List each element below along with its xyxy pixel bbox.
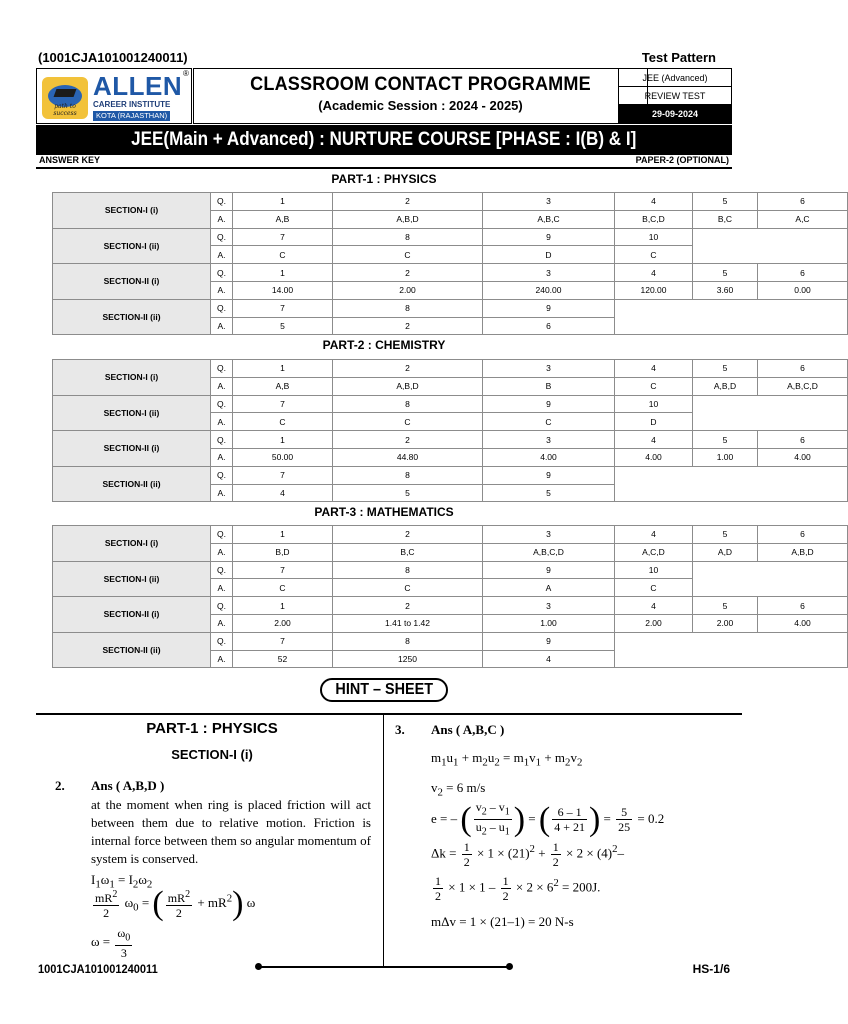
question-number: 7 (233, 395, 333, 413)
answer-value: B,C (693, 210, 758, 228)
section-label: SECTION-I (ii) (53, 395, 211, 431)
q2-equation-2: $\frac{mR^2}{2}$ $\omega_0$ = ( $\frac{mR^2}{2}$ + $mR^2$) ω (95, 885, 256, 922)
test-pattern-label: Test Pattern (641, 50, 716, 65)
question-number: 1 (233, 597, 333, 615)
answer-value: A,B (233, 210, 333, 228)
question-number: 9 (483, 299, 615, 317)
question-number: 4 (615, 526, 693, 544)
question-number: 6 (758, 264, 848, 282)
question-number: 3 (483, 193, 615, 211)
question-number: 8 (333, 395, 483, 413)
answer-value: A,B (233, 377, 333, 395)
answer-value: 6 (483, 317, 615, 335)
answer-value: D (615, 413, 693, 431)
answer-value: 50.00 (233, 448, 333, 466)
section-label: SECTION-I (i) (53, 526, 211, 562)
answer-key-table (52, 192, 848, 335)
answer-value: 1.41 to 1.42 (333, 614, 483, 632)
hint-section-title: SECTION-I (i) (171, 747, 253, 762)
q-label: Q. (211, 526, 233, 544)
empty-cell (693, 228, 848, 264)
section-label: SECTION-I (i) (53, 360, 211, 396)
part-title: PART-1 : PHYSICS (331, 172, 437, 186)
hint-part-title: PART-1 : PHYSICS (146, 720, 278, 737)
question-number: 6 (758, 526, 848, 544)
a-label: A. (211, 246, 233, 264)
q3-equation-4: Δk = $\frac{1}{2}$ × $1 \times (21)^2$ + $\frac{1}{2}$ × $2 \times (4)^2-$ (431, 840, 625, 869)
question-number: 8 (333, 299, 483, 317)
section-label: SECTION-II (i) (53, 597, 211, 633)
question-number: 7 (233, 299, 333, 317)
top-code: (1001CJA101001240011) (38, 50, 188, 65)
a-label: A. (211, 281, 233, 299)
course-banner: JEE(Main + Advanced) : NURTURE COURSE [PHASE : I(B) & I] (36, 125, 732, 155)
footer-code: 1001CJA101001240011 (38, 962, 158, 976)
q-label: Q. (211, 395, 233, 413)
a-label: A. (211, 317, 233, 335)
a-label: A. (211, 614, 233, 632)
question-number: 5 (693, 597, 758, 615)
question-number: 4 (615, 193, 693, 211)
question-number: 5 (693, 526, 758, 544)
programme-box (193, 68, 648, 124)
a-label: A. (211, 377, 233, 395)
paper-label: PAPER-2 (OPTIONAL) (635, 155, 729, 165)
q-label: Q. (211, 360, 233, 378)
question-number: 10 (615, 561, 693, 579)
empty-cell (615, 299, 848, 335)
q2-answer: Ans ( A,B,D ) (91, 778, 165, 793)
q3-equation-2: $v_2 = 6$ m/s (431, 780, 486, 799)
a-label: A. (211, 484, 233, 502)
question-number: 4 (615, 431, 693, 449)
question-number: 3 (483, 360, 615, 378)
answer-value: A,B,C,D (758, 377, 848, 395)
question-number: 7 (233, 632, 333, 650)
answer-value: A,B,C,D (483, 543, 615, 561)
answer-value: A (483, 579, 615, 597)
test-info-box (618, 68, 732, 124)
q2-equation-3: ω = $\frac{\omega_0}{3}$ (91, 926, 131, 961)
question-number: 7 (233, 561, 333, 579)
question-row (53, 360, 848, 378)
footer-line (258, 966, 510, 968)
answer-value: 44.80 (333, 448, 483, 466)
logo-registered-mark: ® (183, 69, 189, 78)
answer-value: B,C,D (615, 210, 693, 228)
answer-value: A,C (758, 210, 848, 228)
answer-value: C (233, 413, 333, 431)
section-label: SECTION-II (i) (53, 264, 211, 300)
answer-value: 4.00 (483, 448, 615, 466)
document-header (36, 68, 732, 124)
answer-value: 0.00 (758, 281, 848, 299)
question-number: 6 (758, 597, 848, 615)
programme-title: CLASSROOM CONTACT PROGRAMME (250, 74, 591, 95)
q2-equation-1: $I_1\omega_1 = I_2\omega_2$ (91, 872, 153, 891)
test-type: REVIEW TEST (619, 87, 731, 105)
question-number: 8 (333, 228, 483, 246)
question-row (53, 526, 848, 544)
q-label: Q. (211, 632, 233, 650)
answer-value: B,D (233, 543, 333, 561)
q3-equation-1: $m_1u_1 + m_2u_2 = m_1v_1 + m_2v_2$ (431, 750, 583, 769)
question-number: 2 (333, 526, 483, 544)
question-row (53, 193, 848, 211)
answer-value: 2.00 (615, 614, 693, 632)
q3-equation-3: e = – ( $\frac{v_2 - v_1}{u_2 - u_1}$ ) = ( $\frac{6 - 1}{4 + 21}$ ) = $\frac{5}{25}$ = 0.2 (431, 800, 665, 838)
question-number: 3 (483, 597, 615, 615)
answer-value: 5 (233, 317, 333, 335)
section-label: SECTION-I (ii) (53, 561, 211, 597)
question-number: 7 (233, 228, 333, 246)
question-number: 10 (615, 228, 693, 246)
answer-value: B,C (333, 543, 483, 561)
q3-equation-6: mΔv = 1 × (21–1) = 20 N-s (431, 914, 574, 929)
answer-key-table (52, 359, 848, 502)
question-number: 1 (233, 526, 333, 544)
q2-number: 2. (55, 778, 65, 793)
question-row (53, 264, 848, 282)
answer-value: 5 (483, 484, 615, 502)
answer-value: 5 (333, 484, 483, 502)
q-label: Q. (211, 299, 233, 317)
answer-value: A,D (693, 543, 758, 561)
answer-value: 2 (333, 317, 483, 335)
section-label: SECTION-I (i) (53, 193, 211, 229)
answer-value: C (233, 246, 333, 264)
question-number: 6 (758, 431, 848, 449)
hint-divider (36, 713, 742, 715)
logo-name: ALLEN (93, 71, 183, 101)
question-number: 9 (483, 466, 615, 484)
question-number: 5 (693, 264, 758, 282)
question-number: 9 (483, 228, 615, 246)
question-number: 1 (233, 264, 333, 282)
q-label: Q. (211, 597, 233, 615)
answer-key-bar (36, 155, 732, 169)
q-label: Q. (211, 431, 233, 449)
answer-value: 52 (233, 650, 333, 668)
a-label: A. (211, 448, 233, 466)
a-label: A. (211, 413, 233, 431)
question-number: 2 (333, 360, 483, 378)
answer-value: 4.00 (758, 448, 848, 466)
section-label: SECTION-I (ii) (53, 228, 211, 264)
question-number: 1 (233, 193, 333, 211)
question-row (53, 466, 848, 484)
answer-value: C (615, 579, 693, 597)
question-number: 8 (333, 561, 483, 579)
question-row (53, 299, 848, 317)
answer-value: 4 (233, 484, 333, 502)
answer-value: 4 (483, 650, 615, 668)
empty-cell (615, 632, 848, 668)
answer-value: 1250 (333, 650, 483, 668)
q3-equation-5: $\frac{1}{2}$ × 1 × 1 – $\frac{1}{2}$ × $2 \times 6^2 = 200J$. (435, 874, 601, 903)
hint-sheet-heading: HINT – SHEET (0, 678, 768, 702)
q-label: Q. (211, 264, 233, 282)
question-number: 6 (758, 360, 848, 378)
question-number: 5 (693, 431, 758, 449)
question-number: 2 (333, 193, 483, 211)
question-number: 6 (758, 193, 848, 211)
question-row (53, 632, 848, 650)
q3-number: 3. (395, 722, 405, 737)
question-number: 4 (615, 597, 693, 615)
answer-value: 1.00 (693, 448, 758, 466)
a-label: A. (211, 543, 233, 561)
question-row (53, 395, 848, 413)
a-label: A. (211, 650, 233, 668)
answer-value: 2.00 (333, 281, 483, 299)
question-number: 4 (615, 360, 693, 378)
question-number: 8 (333, 466, 483, 484)
page-number: HS-1/6 (692, 962, 730, 976)
empty-cell (615, 466, 848, 502)
question-number: 2 (333, 597, 483, 615)
question-row (53, 561, 848, 579)
empty-cell (693, 395, 848, 431)
answer-value: A,C,D (615, 543, 693, 561)
answer-value: 1.00 (483, 614, 615, 632)
question-number: 10 (615, 395, 693, 413)
q-label: Q. (211, 228, 233, 246)
column-divider (383, 714, 384, 966)
question-number: 9 (483, 632, 615, 650)
answer-value: C (483, 413, 615, 431)
answer-value: 120.00 (615, 281, 693, 299)
section-label: SECTION-II (ii) (53, 466, 211, 502)
question-number: 2 (333, 264, 483, 282)
a-label: A. (211, 579, 233, 597)
question-number: 2 (333, 431, 483, 449)
allen-logo (36, 68, 192, 124)
answer-value: C (333, 246, 483, 264)
logo-emblem-icon: path to success (42, 77, 88, 119)
question-number: 1 (233, 360, 333, 378)
question-number: 5 (693, 193, 758, 211)
answer-value: D (483, 246, 615, 264)
part-title: PART-3 : MATHEMATICS (314, 505, 454, 519)
question-row (53, 228, 848, 246)
question-number: 7 (233, 466, 333, 484)
q-label: Q. (211, 193, 233, 211)
academic-session: (Academic Session : 2024 - 2025) (318, 98, 523, 113)
answer-key-label: ANSWER KEY (39, 155, 101, 165)
answer-value: A,B,D (333, 377, 483, 395)
section-label: SECTION-II (ii) (53, 632, 211, 668)
q2-explanation: at the moment when ring is placed friction will act between them due to relative motion. Friction is internal force between them so angular momentum of system is conserved. (91, 797, 371, 866)
question-number: 3 (483, 526, 615, 544)
answer-value: C (233, 579, 333, 597)
question-number: 4 (615, 264, 693, 282)
test-date: 29-09-2024 (619, 105, 731, 123)
question-number: 1 (233, 431, 333, 449)
answer-value: C (333, 579, 483, 597)
answer-value: A,B,C (483, 210, 615, 228)
part-title: PART-2 : CHEMISTRY (322, 338, 446, 352)
q3-answer: Ans ( A,B,C ) (431, 722, 505, 737)
question-number: 5 (693, 360, 758, 378)
answer-value: C (615, 377, 693, 395)
answer-value: 4.00 (615, 448, 693, 466)
question-number: 9 (483, 561, 615, 579)
empty-cell (693, 561, 848, 597)
a-label: A. (211, 210, 233, 228)
answer-value: B (483, 377, 615, 395)
answer-key-table (52, 525, 848, 668)
section-label: SECTION-II (i) (53, 431, 211, 467)
logo-city: KOTA (RAJASTHAN) (93, 111, 170, 121)
question-number: 9 (483, 395, 615, 413)
answer-value: 2.00 (233, 614, 333, 632)
question-row (53, 597, 848, 615)
answer-value: C (615, 246, 693, 264)
footer-dot-right-icon (506, 963, 513, 970)
logo-subtitle: CAREER INSTITUTE (93, 100, 171, 109)
answer-value: A,B,D (693, 377, 758, 395)
answer-value: 240.00 (483, 281, 615, 299)
exam-type: JEE (Advanced) (619, 69, 731, 87)
question-number: 3 (483, 431, 615, 449)
hint-left-column (52, 718, 372, 762)
question-row (53, 431, 848, 449)
q-label: Q. (211, 561, 233, 579)
answer-value: 14.00 (233, 281, 333, 299)
answer-value: A,B,D (758, 543, 848, 561)
section-label: SECTION-II (ii) (53, 299, 211, 335)
answer-value: 3.60 (693, 281, 758, 299)
answer-value: A,B,D (333, 210, 483, 228)
q-label: Q. (211, 466, 233, 484)
question-number: 8 (333, 632, 483, 650)
answer-value: 2.00 (693, 614, 758, 632)
question-number: 3 (483, 264, 615, 282)
answer-value: C (333, 413, 483, 431)
answer-value: 4.00 (758, 614, 848, 632)
